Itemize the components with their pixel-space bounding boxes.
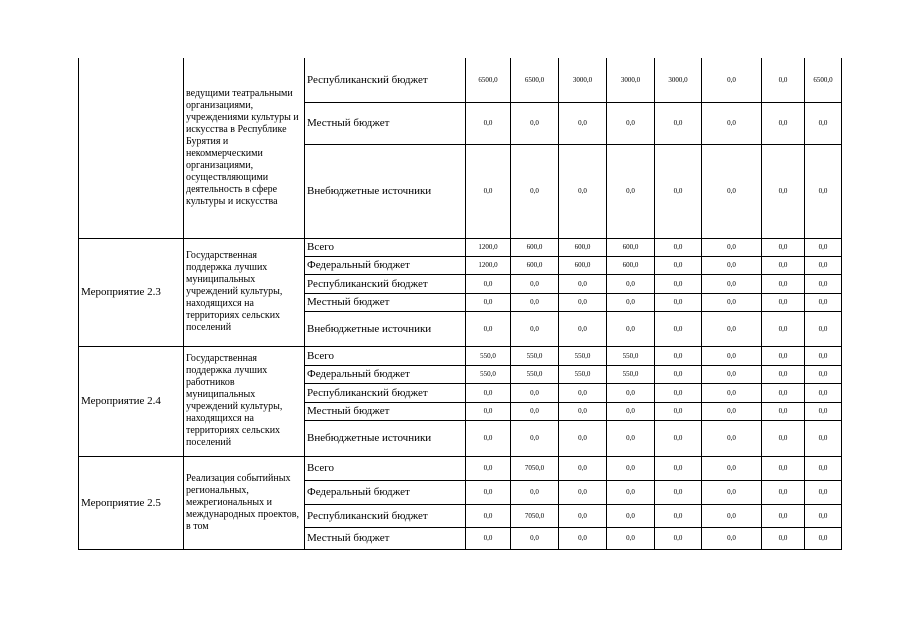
value-cell: 0,0 (559, 402, 607, 420)
value-cell: 0,0 (511, 293, 559, 311)
value-cell: 0,0 (559, 102, 607, 144)
value-cell: 0,0 (762, 58, 805, 102)
value-cell: 0,0 (559, 504, 607, 527)
value-cell: 0,0 (805, 504, 842, 527)
funding-source-cell: Республиканский бюджет (305, 274, 466, 293)
value-cell: 0,0 (655, 144, 702, 238)
description-cell: Государственная поддержка лучших муниципальных учреждений культуры, находящихся на территориях сельских поселений (184, 238, 305, 346)
value-cell: 0,0 (466, 480, 511, 504)
value-cell: 0,0 (607, 420, 655, 456)
value-cell: 0,0 (805, 293, 842, 311)
value-cell: 0,0 (702, 402, 762, 420)
value-cell: 0,0 (762, 256, 805, 274)
value-cell: 0,0 (655, 365, 702, 383)
value-cell: 7050,0 (511, 456, 559, 480)
value-cell: 0,0 (607, 456, 655, 480)
event-cell: Мероприятие 2.4 (79, 346, 184, 456)
value-cell: 0,0 (607, 144, 655, 238)
event-cell (79, 58, 184, 238)
value-cell: 0,0 (762, 102, 805, 144)
funding-source-cell: Всего (305, 346, 466, 365)
funding-source-cell: Внебюджетные источники (305, 420, 466, 456)
value-cell: 0,0 (805, 346, 842, 365)
value-cell: 0,0 (805, 311, 842, 346)
value-cell: 0,0 (511, 274, 559, 293)
value-cell: 0,0 (655, 402, 702, 420)
value-cell: 0,0 (607, 504, 655, 527)
value-cell: 6500,0 (466, 58, 511, 102)
value-cell: 0,0 (655, 383, 702, 402)
funding-source-cell: Республиканский бюджет (305, 58, 466, 102)
event-cell: Мероприятие 2.5 (79, 456, 184, 549)
funding-source-cell: Федеральный бюджет (305, 256, 466, 274)
value-cell: 0,0 (702, 102, 762, 144)
value-cell: 0,0 (702, 480, 762, 504)
value-cell: 0,0 (805, 256, 842, 274)
value-cell: 0,0 (466, 102, 511, 144)
value-cell: 0,0 (466, 456, 511, 480)
funding-source-cell: Местный бюджет (305, 402, 466, 420)
value-cell: 0,0 (762, 527, 805, 549)
value-cell: 0,0 (655, 311, 702, 346)
value-cell: 3000,0 (607, 58, 655, 102)
value-cell: 0,0 (466, 420, 511, 456)
value-cell: 0,0 (702, 504, 762, 527)
value-cell: 0,0 (805, 527, 842, 549)
value-cell: 0,0 (702, 420, 762, 456)
value-cell: 0,0 (607, 293, 655, 311)
value-cell: 600,0 (559, 256, 607, 274)
value-cell: 0,0 (702, 383, 762, 402)
value-cell: 0,0 (702, 527, 762, 549)
funding-source-cell: Местный бюджет (305, 102, 466, 144)
funding-source-cell: Внебюджетные источники (305, 144, 466, 238)
value-cell: 0,0 (702, 293, 762, 311)
value-cell: 0,0 (466, 527, 511, 549)
value-cell: 600,0 (559, 238, 607, 256)
table-body (79, 58, 842, 549)
value-cell: 0,0 (702, 58, 762, 102)
value-cell: 0,0 (655, 420, 702, 456)
value-cell: 0,0 (607, 383, 655, 402)
value-cell: 0,0 (762, 293, 805, 311)
value-cell: 0,0 (655, 456, 702, 480)
description-cell: ведущими театральными организациями, учреждениями культуры и искусства в Республике Бурятия и некоммерческими организациями, осуществляющими деятельность в сфере культуры и искусства (184, 58, 305, 238)
value-cell: 0,0 (559, 144, 607, 238)
value-cell: 0,0 (655, 293, 702, 311)
value-cell: 550,0 (559, 346, 607, 365)
funding-source-cell: Всего (305, 456, 466, 480)
value-cell: 0,0 (466, 504, 511, 527)
funding-source-cell: Федеральный бюджет (305, 365, 466, 383)
value-cell: 0,0 (466, 402, 511, 420)
value-cell: 0,0 (655, 504, 702, 527)
value-cell: 0,0 (702, 365, 762, 383)
value-cell: 0,0 (805, 274, 842, 293)
value-cell: 1200,0 (466, 238, 511, 256)
value-cell: 550,0 (511, 346, 559, 365)
value-cell: 0,0 (762, 420, 805, 456)
value-cell: 0,0 (762, 311, 805, 346)
table-row (79, 58, 842, 102)
funding-source-cell: Внебюджетные источники (305, 311, 466, 346)
value-cell: 0,0 (702, 311, 762, 346)
value-cell: 0,0 (762, 238, 805, 256)
description-cell: Реализация событийных региональных, межрегиональных и международных проектов, в том (184, 456, 305, 549)
value-cell: 0,0 (511, 527, 559, 549)
value-cell: 0,0 (702, 238, 762, 256)
value-cell: 0,0 (655, 238, 702, 256)
value-cell: 0,0 (559, 383, 607, 402)
value-cell: 0,0 (762, 402, 805, 420)
value-cell: 0,0 (762, 274, 805, 293)
table-row (79, 346, 842, 365)
value-cell: 0,0 (655, 256, 702, 274)
funding-source-cell: Федеральный бюджет (305, 480, 466, 504)
value-cell: 0,0 (805, 238, 842, 256)
value-cell: 0,0 (607, 311, 655, 346)
value-cell: 0,0 (805, 365, 842, 383)
value-cell: 0,0 (607, 274, 655, 293)
value-cell: 0,0 (511, 102, 559, 144)
table-row (79, 238, 842, 256)
value-cell: 0,0 (559, 420, 607, 456)
value-cell: 0,0 (607, 480, 655, 504)
value-cell: 0,0 (762, 504, 805, 527)
value-cell: 0,0 (559, 527, 607, 549)
value-cell: 0,0 (559, 480, 607, 504)
value-cell: 0,0 (655, 274, 702, 293)
value-cell: 0,0 (511, 480, 559, 504)
value-cell: 6500,0 (805, 58, 842, 102)
value-cell: 0,0 (655, 480, 702, 504)
funding-source-cell: Местный бюджет (305, 293, 466, 311)
value-cell: 0,0 (702, 256, 762, 274)
value-cell: 0,0 (607, 102, 655, 144)
value-cell: 550,0 (607, 365, 655, 383)
value-cell: 0,0 (466, 144, 511, 238)
value-cell: 0,0 (466, 311, 511, 346)
value-cell: 0,0 (511, 402, 559, 420)
value-cell: 0,0 (805, 383, 842, 402)
value-cell: 0,0 (559, 274, 607, 293)
value-cell: 0,0 (805, 456, 842, 480)
value-cell: 0,0 (762, 456, 805, 480)
value-cell: 0,0 (702, 456, 762, 480)
budget-table (78, 58, 842, 550)
value-cell: 1200,0 (466, 256, 511, 274)
value-cell: 0,0 (511, 383, 559, 402)
value-cell: 0,0 (466, 274, 511, 293)
value-cell: 550,0 (511, 365, 559, 383)
value-cell: 0,0 (559, 311, 607, 346)
value-cell: 0,0 (805, 420, 842, 456)
value-cell: 0,0 (702, 274, 762, 293)
value-cell: 0,0 (466, 293, 511, 311)
value-cell: 600,0 (607, 238, 655, 256)
value-cell: 0,0 (805, 402, 842, 420)
funding-source-cell: Республиканский бюджет (305, 383, 466, 402)
value-cell: 0,0 (762, 144, 805, 238)
value-cell: 3000,0 (559, 58, 607, 102)
value-cell: 550,0 (607, 346, 655, 365)
value-cell: 0,0 (762, 383, 805, 402)
value-cell: 0,0 (511, 144, 559, 238)
value-cell: 600,0 (511, 256, 559, 274)
value-cell: 550,0 (559, 365, 607, 383)
value-cell: 0,0 (762, 480, 805, 504)
value-cell: 0,0 (655, 346, 702, 365)
value-cell: 550,0 (466, 346, 511, 365)
value-cell: 550,0 (466, 365, 511, 383)
value-cell: 0,0 (762, 365, 805, 383)
value-cell: 0,0 (511, 311, 559, 346)
value-cell: 0,0 (805, 102, 842, 144)
value-cell: 600,0 (511, 238, 559, 256)
value-cell: 0,0 (655, 527, 702, 549)
value-cell: 0,0 (805, 144, 842, 238)
value-cell: 0,0 (702, 144, 762, 238)
value-cell: 0,0 (607, 402, 655, 420)
value-cell: 0,0 (559, 456, 607, 480)
value-cell: 0,0 (702, 346, 762, 365)
funding-source-cell: Местный бюджет (305, 527, 466, 549)
value-cell: 7050,0 (511, 504, 559, 527)
value-cell: 0,0 (511, 420, 559, 456)
value-cell: 0,0 (607, 527, 655, 549)
value-cell: 0,0 (559, 293, 607, 311)
value-cell: 600,0 (607, 256, 655, 274)
table-row (79, 456, 842, 480)
value-cell: 0,0 (466, 383, 511, 402)
value-cell: 6500,0 (511, 58, 559, 102)
funding-source-cell: Всего (305, 238, 466, 256)
funding-source-cell: Республиканский бюджет (305, 504, 466, 527)
value-cell: 0,0 (762, 346, 805, 365)
event-cell: Мероприятие 2.3 (79, 238, 184, 346)
value-cell: 0,0 (655, 102, 702, 144)
value-cell: 3000,0 (655, 58, 702, 102)
description-cell: Государственная поддержка лучших работников муниципальных учреждений культуры, находящихся на территориях сельских поселений (184, 346, 305, 456)
value-cell: 0,0 (805, 480, 842, 504)
